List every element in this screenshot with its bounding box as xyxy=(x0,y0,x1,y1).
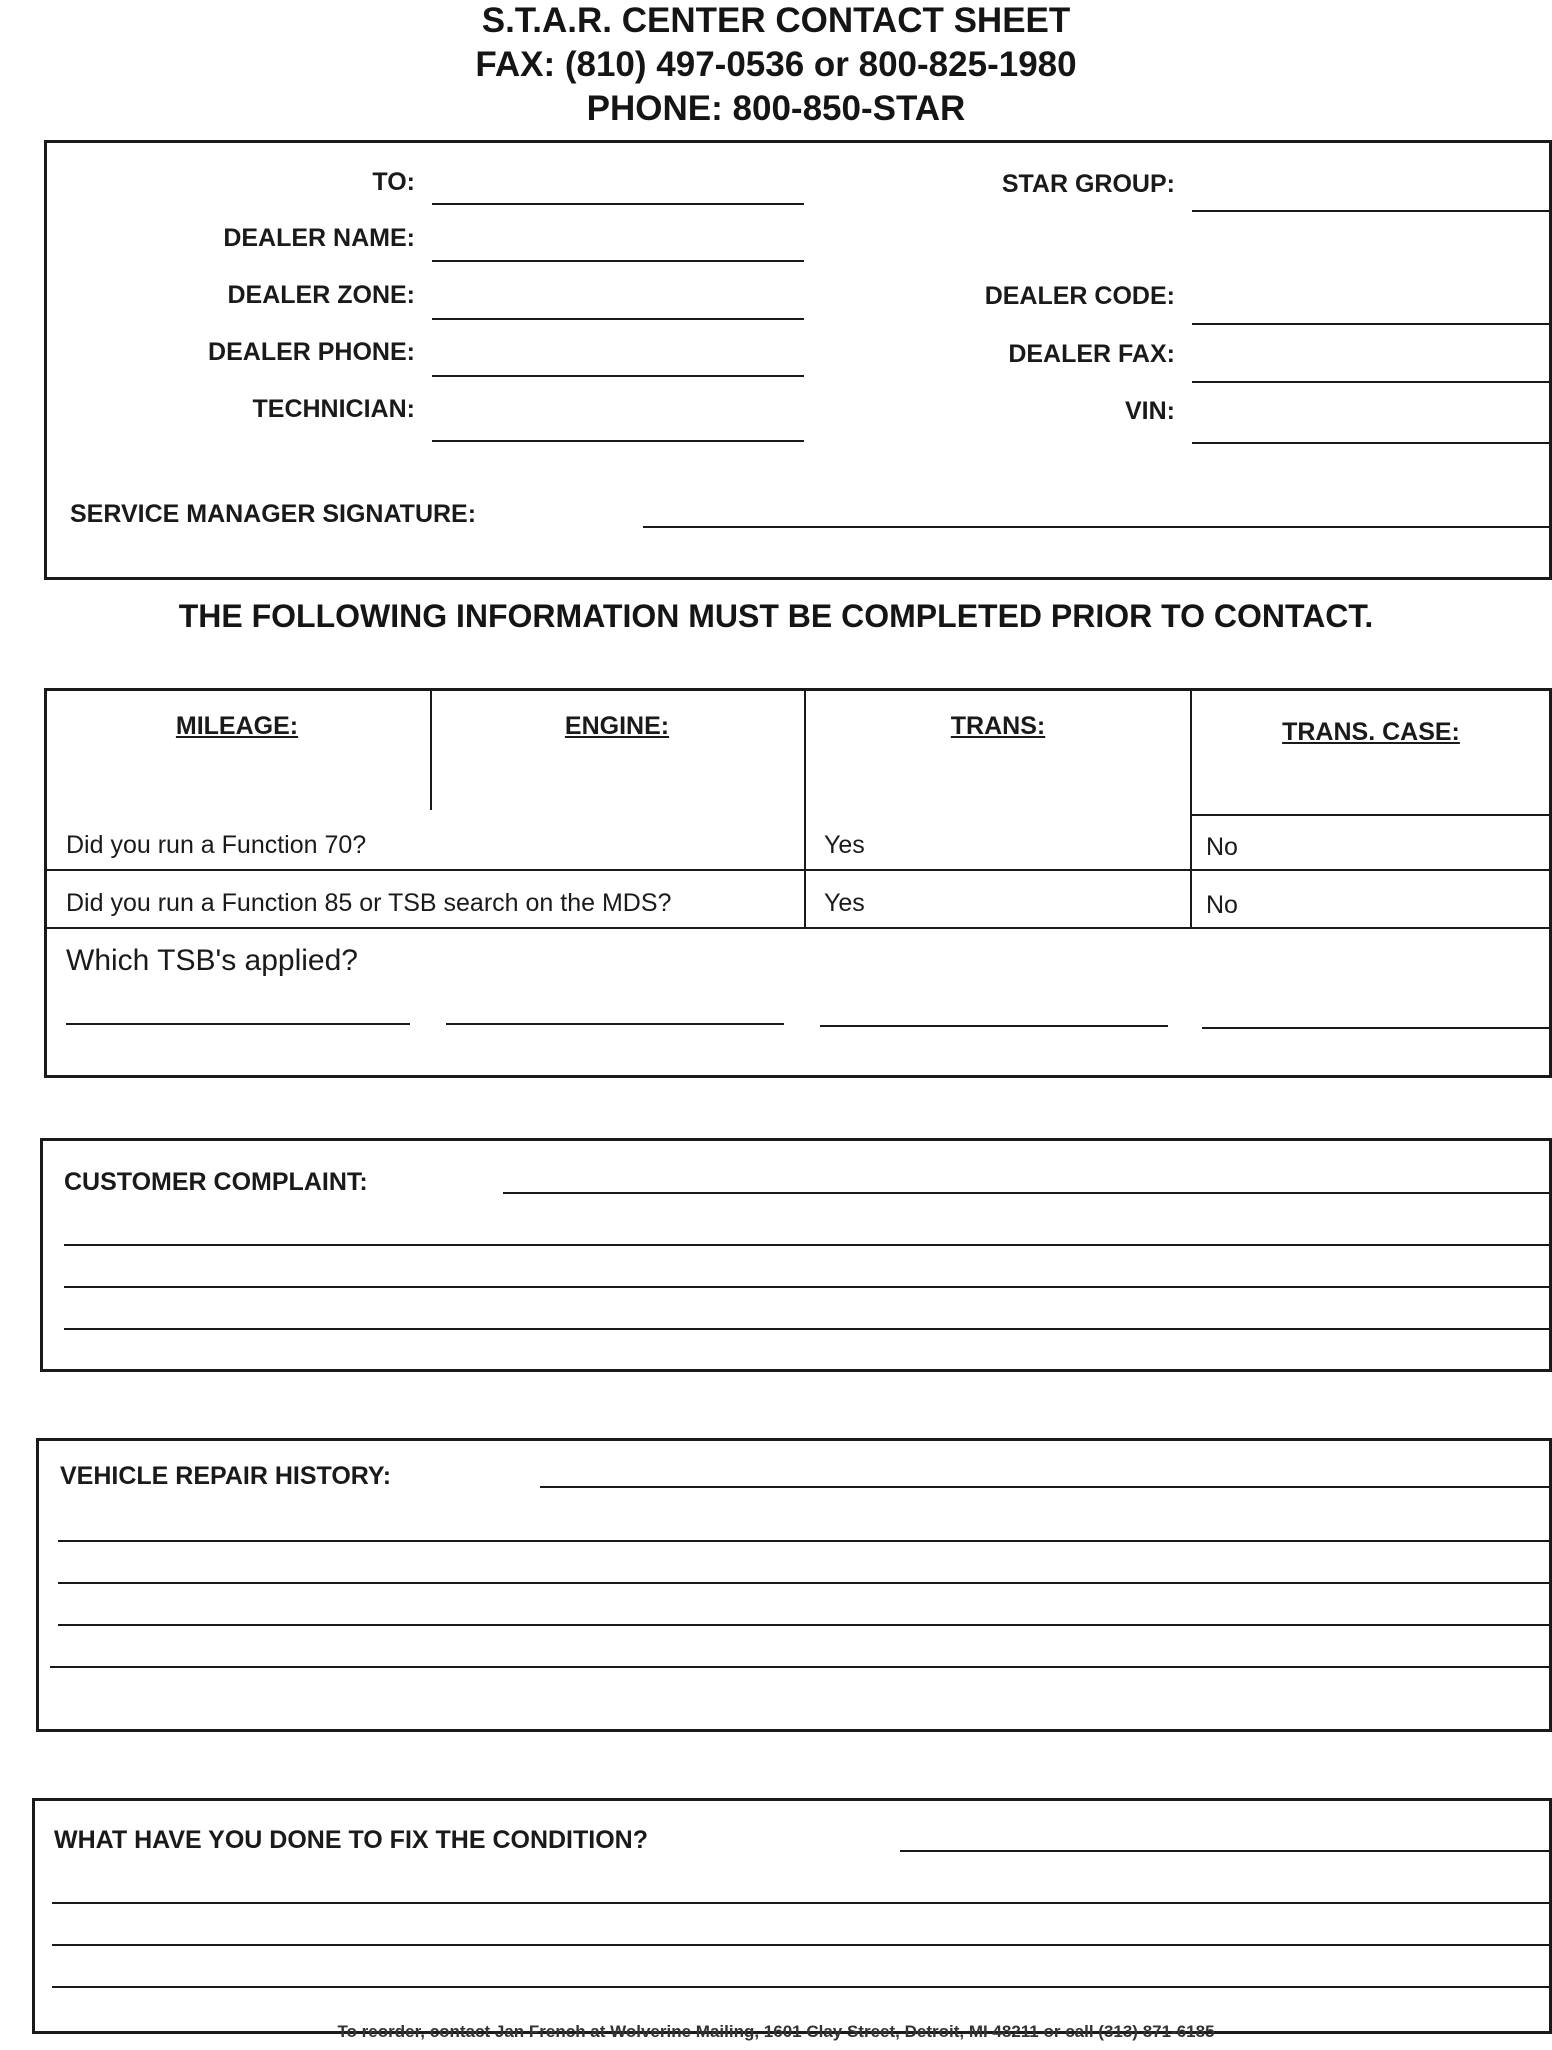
repair-history-line-2[interactable] xyxy=(58,1540,1552,1542)
to-label: TO: xyxy=(372,168,415,196)
dealer-name-label: DEALER NAME: xyxy=(223,224,415,252)
trans-case-header: TRANS. CASE: xyxy=(1282,718,1460,746)
trans-header: TRANS: xyxy=(950,712,1046,740)
dealer-zone-label: DEALER ZONE: xyxy=(227,281,415,309)
mileage-header: MILEAGE: xyxy=(175,712,299,740)
technician-field[interactable] xyxy=(432,440,804,442)
to-field[interactable] xyxy=(432,203,804,205)
column-divider xyxy=(1190,690,1192,928)
repair-history-label: VEHICLE REPAIR HISTORY: xyxy=(60,1462,392,1490)
customer-complaint-label: CUSTOMER COMPLAINT: xyxy=(64,1168,368,1196)
fix-condition-line-1[interactable] xyxy=(900,1850,1552,1852)
repair-history-line-4[interactable] xyxy=(58,1624,1552,1626)
star-group-field[interactable] xyxy=(1192,210,1552,212)
tsb-field-3[interactable] xyxy=(820,1025,1168,1027)
function-85-yes-option[interactable]: Yes xyxy=(824,889,865,917)
tsb-field-1[interactable] xyxy=(66,1023,410,1025)
customer-complaint-line-1[interactable] xyxy=(503,1192,1552,1194)
service-manager-signature-label: SERVICE MANAGER SIGNATURE: xyxy=(70,500,477,528)
completion-notice: THE FOLLOWING INFORMATION MUST BE COMPLETED PRIOR TO CONTACT. xyxy=(178,598,1374,634)
tsb-field-4[interactable] xyxy=(1202,1027,1552,1029)
phone-number: PHONE: 800-850-STAR xyxy=(586,89,966,128)
form-title: S.T.A.R. CENTER CONTACT SHEET xyxy=(481,1,1071,40)
dealer-code-field[interactable] xyxy=(1192,323,1552,325)
fix-condition-line-2[interactable] xyxy=(52,1902,1552,1904)
service-manager-signature-field[interactable] xyxy=(643,526,1552,528)
engine-header: ENGINE: xyxy=(564,712,670,740)
dealer-phone-label: DEALER PHONE: xyxy=(208,338,415,366)
customer-complaint-line-3[interactable] xyxy=(64,1286,1552,1288)
vin-label: VIN: xyxy=(1125,397,1175,425)
function-70-no-option[interactable]: No xyxy=(1206,833,1238,861)
repair-history-line-3[interactable] xyxy=(58,1582,1552,1584)
column-divider xyxy=(804,690,806,928)
tsb-field-2[interactable] xyxy=(446,1023,784,1025)
dealer-phone-field[interactable] xyxy=(432,375,804,377)
customer-complaint-line-4[interactable] xyxy=(64,1328,1552,1330)
function-70-yes-option[interactable]: Yes xyxy=(824,831,865,859)
tsb-applied-prompt: Which TSB's applied? xyxy=(66,944,358,977)
fax-numbers: FAX: (810) 497-0536 or 800-825-1980 xyxy=(475,45,1077,84)
function-85-question: Did you run a Function 85 or TSB search on the MDS? xyxy=(66,889,672,917)
reorder-footer: To reorder, contact Jan French at Wolverine Mailing, 1601 Clay Street, Detroit, MI 48211 or call (313) 871-6185 xyxy=(337,2022,1215,2041)
fix-condition-label: WHAT HAVE YOU DONE TO FIX THE CONDITION? xyxy=(54,1826,648,1854)
customer-complaint-line-2[interactable] xyxy=(64,1244,1552,1246)
row-divider xyxy=(46,869,1552,871)
dealer-zone-field[interactable] xyxy=(432,318,804,320)
dealer-code-label: DEALER CODE: xyxy=(984,282,1175,310)
fix-condition-line-4[interactable] xyxy=(52,1986,1552,1988)
repair-history-line-1[interactable] xyxy=(540,1486,1552,1488)
function-85-no-option[interactable]: No xyxy=(1206,891,1238,919)
fix-condition-line-3[interactable] xyxy=(52,1944,1552,1946)
dealer-name-field[interactable] xyxy=(432,260,804,262)
dealer-fax-label: DEALER FAX: xyxy=(1008,340,1175,368)
row-divider xyxy=(1190,814,1552,816)
function-70-question: Did you run a Function 70? xyxy=(66,831,367,859)
star-group-label: STAR GROUP: xyxy=(1001,170,1175,198)
repair-history-line-5[interactable] xyxy=(50,1666,1552,1668)
row-divider xyxy=(46,927,1552,929)
column-divider xyxy=(430,690,432,810)
technician-label: TECHNICIAN: xyxy=(252,395,415,423)
vin-field[interactable] xyxy=(1192,442,1552,444)
dealer-fax-field[interactable] xyxy=(1192,381,1552,383)
